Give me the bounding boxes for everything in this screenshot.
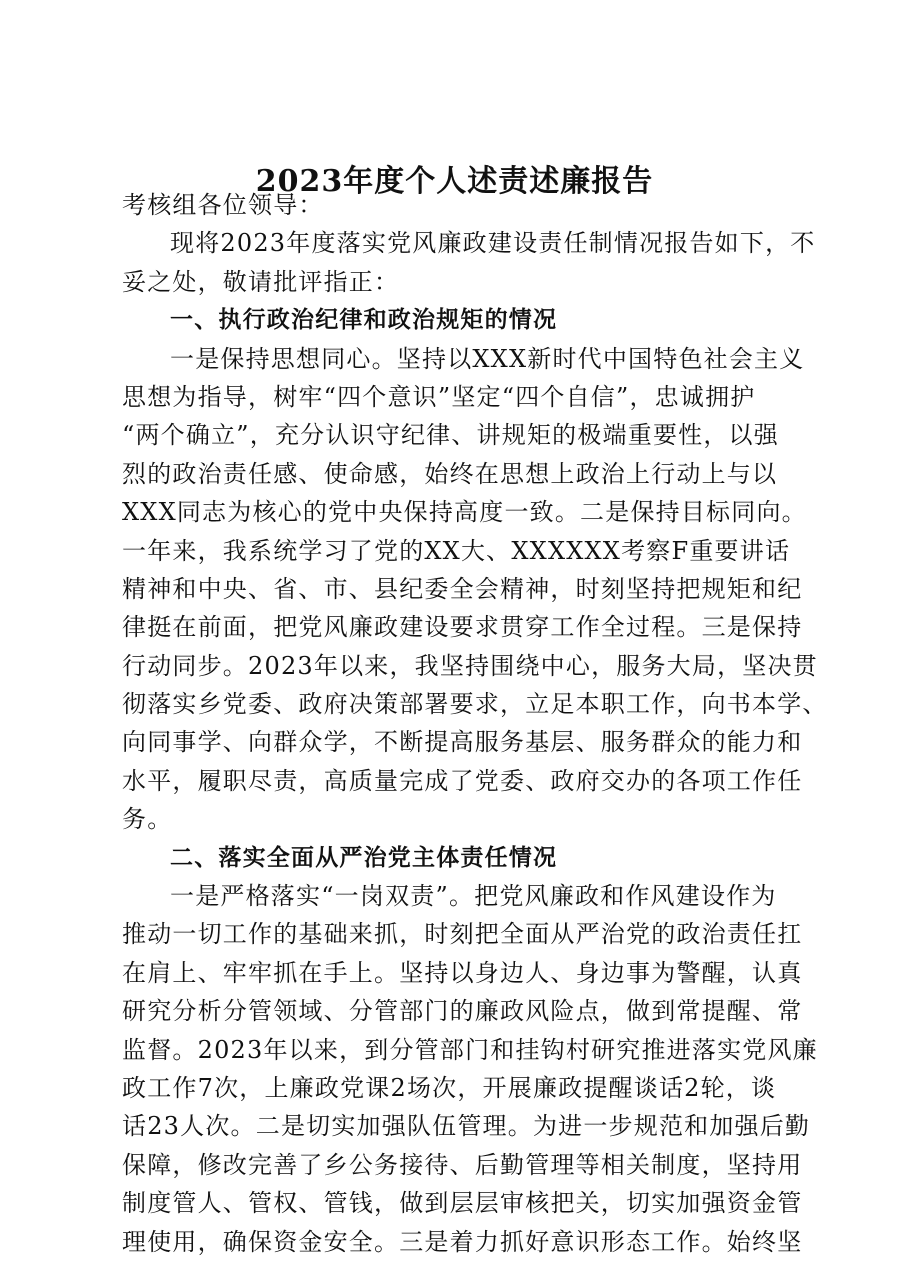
- text-line: 烈的政治责任感、使命感，始终在思想上政治上行动上与以: [122, 459, 778, 488]
- text-line: 向同事学、向群众学，不断提高服务基层、服务群众的能力和: [122, 728, 803, 757]
- text-line: 一年来，我系统学习了党的XX大、XXXXXX考察F重要讲话: [122, 536, 791, 565]
- text-line: 一是严格落实“一岗双责”。把党风廉政和作风建设作为: [170, 882, 777, 911]
- text-line: XXX同志为核心的党中央保持高度一致。二是保持目标同向。: [122, 498, 807, 527]
- text-line: 制度管人、管权、管钱，做到层层审核把关，切实加强资金管: [122, 1189, 803, 1218]
- text-line: 律挺在前面，把党风廉政建设要求贯穿工作全过程。三是保持: [122, 613, 803, 642]
- text-line: 水平，履职尽责，高质量完成了党委、政府交办的各项工作任: [122, 766, 803, 795]
- section-heading: 一、执行政治纪律和政治规矩的情况: [170, 307, 558, 334]
- text-line: 话23人次。二是切实加强队伍管理。为进一步规范和加强后勤: [122, 1112, 811, 1141]
- paragraph-lines: [122, 224, 828, 1261]
- text-line: 推动一切工作的基础来抓，时刻把全面从严治党的政治责任扛: [122, 920, 803, 949]
- text-line: 政工作7次，上廉政党课2场次，开展廉政提醒谈话2轮，谈: [122, 1073, 777, 1102]
- text-line: 研究分析分管领域、分管部门的廉政风险点，做到常提醒、常: [122, 997, 803, 1026]
- text-line: 思想为指导，树牢“四个意识”坚定“四个自信”，忠诚拥护: [122, 382, 756, 411]
- text-line: 保障，修改完善了乡公务接待、后勤管理等相关制度，坚持用: [122, 1150, 803, 1179]
- document-title: 2023年度个人述责述廉报告: [255, 164, 654, 199]
- text-line: 务。: [122, 805, 173, 834]
- document-body: [122, 186, 828, 1261]
- section-heading: 二、落实全面从严治党主体责任情况: [170, 844, 558, 871]
- salutation: 考核组各位领导：: [122, 191, 324, 219]
- text-line: 精神和中央、省、市、县纪委全会精神，时刻坚持把规矩和纪: [122, 574, 803, 603]
- text-line: 一是保持思想同心。坚持以XXX新时代中国特色社会主义: [170, 344, 805, 373]
- text-line: 行动同步。2023年以来，我坚持围绕中心，服务大局，坚决贯: [122, 651, 818, 680]
- text-line: 彻落实乡党委、政府决策部署要求，立足本职工作，向书本学、: [122, 690, 828, 719]
- text-line: 理使用，确保资金安全。三是着力抓好意识形态工作。始终坚: [122, 1227, 803, 1256]
- text-line: “两个确立”，充分认识守纪律、讲规矩的极端重要性，以强: [122, 421, 779, 450]
- text-line: 监督。2023年以来，到分管部门和挂钩村研究推进落实党风廉: [122, 1035, 818, 1064]
- text-line: 在肩上、牢牢抓在手上。坚持以身边人、身边事为警醒，认真: [122, 958, 803, 987]
- text-line: 现将2023年度落实党风廉政建设责任制情况报告如下，不: [170, 229, 816, 258]
- text-line: 妥之处，敬请批评指正：: [122, 267, 400, 296]
